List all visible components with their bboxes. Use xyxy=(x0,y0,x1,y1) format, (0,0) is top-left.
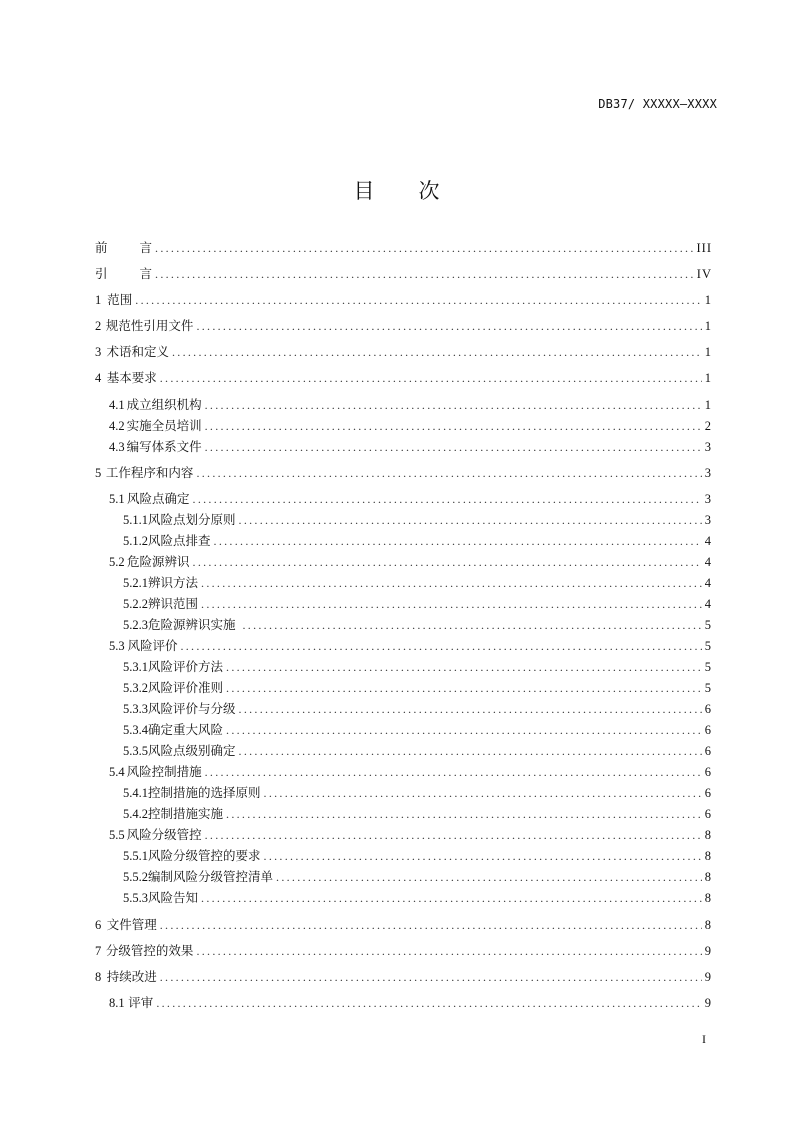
toc-entry-label xyxy=(95,240,152,256)
toc-entry[interactable] xyxy=(95,340,712,360)
toc-entry-number: 8.1 xyxy=(109,996,125,1010)
toc-entry-number: 5.1 xyxy=(109,492,125,506)
toc-entry-label: 辨识方法 xyxy=(148,575,199,590)
toc-entry-label: 范围 xyxy=(107,292,133,307)
toc-entry[interactable] xyxy=(95,550,712,570)
toc-entry-leader-dots xyxy=(193,491,702,507)
toc-entry-page: 8 xyxy=(704,828,712,842)
toc-entry[interactable] xyxy=(95,802,712,822)
toc-entry[interactable] xyxy=(95,965,712,985)
toc-entry-leader-dots xyxy=(226,722,702,738)
toc-entry-number: 5.5.1 xyxy=(123,849,148,863)
toc-entry-leader-dots xyxy=(196,318,701,334)
page-title-part1: 目 xyxy=(353,179,375,203)
toc-entry-number: 4 xyxy=(95,371,102,385)
toc-entry-leader-dots xyxy=(180,638,701,654)
toc-entry-leader-dots xyxy=(205,418,702,434)
toc-entry-label: 成立组织机构 xyxy=(126,397,202,412)
toc-entry-page: 9 xyxy=(704,996,712,1010)
toc-entry-page: III xyxy=(696,241,712,255)
toc-entry-label xyxy=(95,266,152,282)
toc-entry-label: 编制风险分级管控清单 xyxy=(148,869,274,884)
toc-entry-page: 6 xyxy=(704,786,712,800)
toc-entry-label: 控制措施的选择原则 xyxy=(148,785,261,800)
toc-entry-leader-dots xyxy=(205,764,702,780)
toc-entry-label: 分级管控的效果 xyxy=(105,943,194,958)
toc-entry[interactable] xyxy=(95,366,712,386)
toc-entry-leader-dots xyxy=(205,827,702,843)
toc-entry-label: 编写体系文件 xyxy=(126,439,202,454)
toc-entry-number: 5.4.1 xyxy=(123,786,148,800)
toc-entry-leader-dots xyxy=(201,890,702,906)
toc-entry[interactable] xyxy=(95,435,712,455)
toc-entry-leader-dots xyxy=(196,465,701,481)
toc-entry-leader-dots xyxy=(239,743,702,759)
toc-entry-page: 9 xyxy=(704,970,712,984)
toc-entry[interactable] xyxy=(95,288,712,308)
toc-entry-label: 控制措施实施 xyxy=(148,806,224,821)
toc-entry-page: IV xyxy=(696,267,712,281)
toc-entry-number: 5.3 xyxy=(109,639,125,653)
toc-entry-label: 风险评价 xyxy=(127,638,178,653)
toc-entry[interactable] xyxy=(95,529,712,549)
toc-entry-number: 5.3.2 xyxy=(123,681,148,695)
toc-entry-number: 6 xyxy=(95,918,102,932)
toc-entry-number: 3 xyxy=(95,345,102,359)
toc-entry-leader-dots xyxy=(160,969,702,985)
toc-entry-page: 1 xyxy=(704,319,712,333)
toc-entry-page: 8 xyxy=(704,891,712,905)
toc-entry-number: 5.1.1 xyxy=(123,513,148,527)
toc-entry[interactable] xyxy=(95,991,712,1011)
toc-entry-label: 风险评价方法 xyxy=(148,659,224,674)
toc-entry-page: 5 xyxy=(704,660,712,674)
toc-entry-number: 4.3 xyxy=(109,440,125,454)
toc-entry[interactable] xyxy=(95,739,712,759)
toc-entry-label: 持续改进 xyxy=(106,969,157,984)
toc-entry-leader-dots xyxy=(239,512,702,528)
toc-entry-leader-dots xyxy=(160,370,702,386)
toc-entry-number: 5.1.2 xyxy=(123,534,148,548)
toc-entry-number: 5.3.3 xyxy=(123,702,148,716)
toc-entry-leader-dots xyxy=(239,701,702,717)
toc-entry[interactable] xyxy=(95,718,712,738)
toc-entry[interactable] xyxy=(95,865,712,885)
toc-entry-label: 风险告知 xyxy=(148,890,199,905)
toc-entry[interactable] xyxy=(95,592,712,612)
toc-entry[interactable] xyxy=(95,508,712,528)
toc-entry-page: 3 xyxy=(704,466,712,480)
toc-entry-leader-dots xyxy=(226,806,702,822)
toc-entry-page: 4 xyxy=(704,555,712,569)
toc-entry-label: 危险源辨识实施 xyxy=(148,617,240,632)
toc-entry[interactable] xyxy=(95,760,712,780)
toc-entry-number: 5.3.4 xyxy=(123,723,148,737)
toc-entry[interactable] xyxy=(95,634,712,654)
toc-entry-leader-dots xyxy=(226,680,702,696)
toc-entry-number: 5.2.3 xyxy=(123,618,148,632)
toc-entry-page: 1 xyxy=(704,345,712,359)
toc-entry[interactable] xyxy=(95,823,712,843)
toc-entry-leader-dots xyxy=(135,292,701,308)
toc-entry-number: 5.4.2 xyxy=(123,807,148,821)
toc-entry-leader-dots xyxy=(242,617,701,633)
toc-entry-page: 1 xyxy=(704,371,712,385)
toc-entry-page: 1 xyxy=(704,293,712,307)
toc-entry-number: 7 xyxy=(95,944,102,958)
toc-entry-page: 4 xyxy=(704,576,712,590)
toc-entry-leader-dots xyxy=(196,943,701,959)
toc-entry-label-b: 言 xyxy=(139,240,153,255)
toc-entry[interactable] xyxy=(95,236,712,256)
toc-entry-page: 5 xyxy=(704,639,712,653)
toc-entry-leader-dots xyxy=(160,917,702,933)
toc-entry-page: 6 xyxy=(704,765,712,779)
toc-entry[interactable] xyxy=(95,461,712,481)
toc-entry-leader-dots xyxy=(155,240,693,256)
toc-entry-label: 风险评价与分级 xyxy=(148,701,236,716)
toc-entry[interactable] xyxy=(95,886,712,906)
toc-entry[interactable] xyxy=(95,487,712,507)
toc-entry-label-a: 引 xyxy=(95,266,108,281)
toc-entry-page: 6 xyxy=(704,723,712,737)
toc-entry-page: 1 xyxy=(704,398,712,412)
toc-entry-number: 5.2.2 xyxy=(123,597,148,611)
toc-entry-page: 8 xyxy=(704,870,712,884)
toc-entry[interactable] xyxy=(95,844,712,864)
toc-entry-leader-dots xyxy=(155,266,694,282)
toc-entry-page: 4 xyxy=(704,597,712,611)
toc-entry[interactable] xyxy=(95,781,712,801)
toc-entry-number: 5.3.5 xyxy=(123,744,148,758)
toc-entry-leader-dots xyxy=(276,869,702,885)
toc-entry-label: 工作程序和内容 xyxy=(105,465,194,480)
toc-entry-label: 文件管理 xyxy=(106,917,157,932)
toc-entry-leader-dots xyxy=(205,439,702,455)
toc-entry-label-a: 前 xyxy=(95,240,108,255)
toc-entry-label: 术语和定义 xyxy=(106,344,169,359)
toc-entry-label: 危险源辨识 xyxy=(127,554,190,569)
toc-entry[interactable] xyxy=(95,314,712,334)
toc-entry-number: 5.2 xyxy=(109,555,125,569)
toc-entry-number: 5.3.1 xyxy=(123,660,148,674)
toc-entry-number: 4.2 xyxy=(109,419,125,433)
toc-entry-label: 风险点划分原则 xyxy=(148,512,236,527)
toc-entry-page: 5 xyxy=(704,681,712,695)
toc-entry-number: 5 xyxy=(95,466,102,480)
toc-entry-number: 5.4 xyxy=(109,765,125,779)
toc-entry[interactable] xyxy=(95,613,712,633)
toc-entry-label: 风险评价准则 xyxy=(148,680,224,695)
document-code: DB37/ XXXXX—XXXX xyxy=(598,97,717,111)
toc-entry-page: 5 xyxy=(704,618,712,632)
toc-entry-label: 规范性引用文件 xyxy=(105,318,194,333)
toc-entry-number: 8 xyxy=(95,970,102,984)
toc-entry-label: 风险点级别确定 xyxy=(148,743,236,758)
toc-entry-page: 4 xyxy=(704,534,712,548)
toc-entry-label: 风险分级管控 xyxy=(126,827,202,842)
toc-entry-number: 2 xyxy=(95,319,102,333)
toc-entry-page: 6 xyxy=(704,807,712,821)
toc-entry-page: 8 xyxy=(704,849,712,863)
page-title xyxy=(0,175,793,205)
toc-entry-label: 辨识范围 xyxy=(148,596,199,611)
toc-entry[interactable] xyxy=(95,676,712,696)
toc-entry-page: 3 xyxy=(704,513,712,527)
toc-entry-page: 6 xyxy=(704,702,712,716)
toc-entry[interactable] xyxy=(95,913,712,933)
toc-entry-leader-dots xyxy=(201,575,702,591)
toc-entry-label: 风险点确定 xyxy=(127,491,190,506)
toc-entry-leader-dots xyxy=(172,344,702,360)
toc-entry[interactable] xyxy=(95,393,712,413)
toc-entry-number: 1 xyxy=(95,293,102,307)
toc-entry[interactable] xyxy=(95,697,712,717)
toc-entry[interactable] xyxy=(95,414,712,434)
toc-entry-number: 5.5.3 xyxy=(123,891,148,905)
toc-entry-label: 风险控制措施 xyxy=(126,764,202,779)
toc-entry-page: 6 xyxy=(704,744,712,758)
toc-entry-leader-dots xyxy=(264,848,702,864)
toc-entry-label: 基本要求 xyxy=(106,370,157,385)
toc-entry-number: 5.5.2 xyxy=(123,870,148,884)
toc-entry-label: 风险点排查 xyxy=(148,533,211,548)
footer-page-number: I xyxy=(702,1032,706,1046)
toc-entry-leader-dots xyxy=(214,533,702,549)
toc-entry-label: 风险分级管控的要求 xyxy=(148,848,261,863)
toc-entry-leader-dots xyxy=(201,596,702,612)
toc-entry-leader-dots xyxy=(156,995,701,1011)
toc-entry-label: 评审 xyxy=(128,995,154,1010)
toc-entry-label: 确定重大风险 xyxy=(148,722,224,737)
toc-entry-number: 4.1 xyxy=(109,398,125,412)
toc-entry-leader-dots xyxy=(226,659,702,675)
toc-entry-leader-dots xyxy=(205,397,702,413)
toc-entry-leader-dots xyxy=(193,554,702,570)
toc-entry-label-b: 言 xyxy=(139,266,153,281)
page-title-part2: 次 xyxy=(418,179,440,203)
toc-entry[interactable] xyxy=(95,571,712,591)
toc-entry-number: 5.5 xyxy=(109,828,125,842)
toc-entry-page: 3 xyxy=(704,492,712,506)
toc-entry-label: 实施全员培训 xyxy=(126,418,202,433)
toc-entry-page: 8 xyxy=(704,918,712,932)
toc-entry-number: 5.2.1 xyxy=(123,576,148,590)
toc-entry-page: 3 xyxy=(704,440,712,454)
toc-entry[interactable] xyxy=(95,939,712,959)
toc-entry-leader-dots xyxy=(264,785,702,801)
toc-entry[interactable] xyxy=(95,262,712,282)
toc-entry-page: 2 xyxy=(704,419,712,433)
toc-entry-page: 9 xyxy=(704,944,712,958)
toc-entry[interactable] xyxy=(95,655,712,675)
